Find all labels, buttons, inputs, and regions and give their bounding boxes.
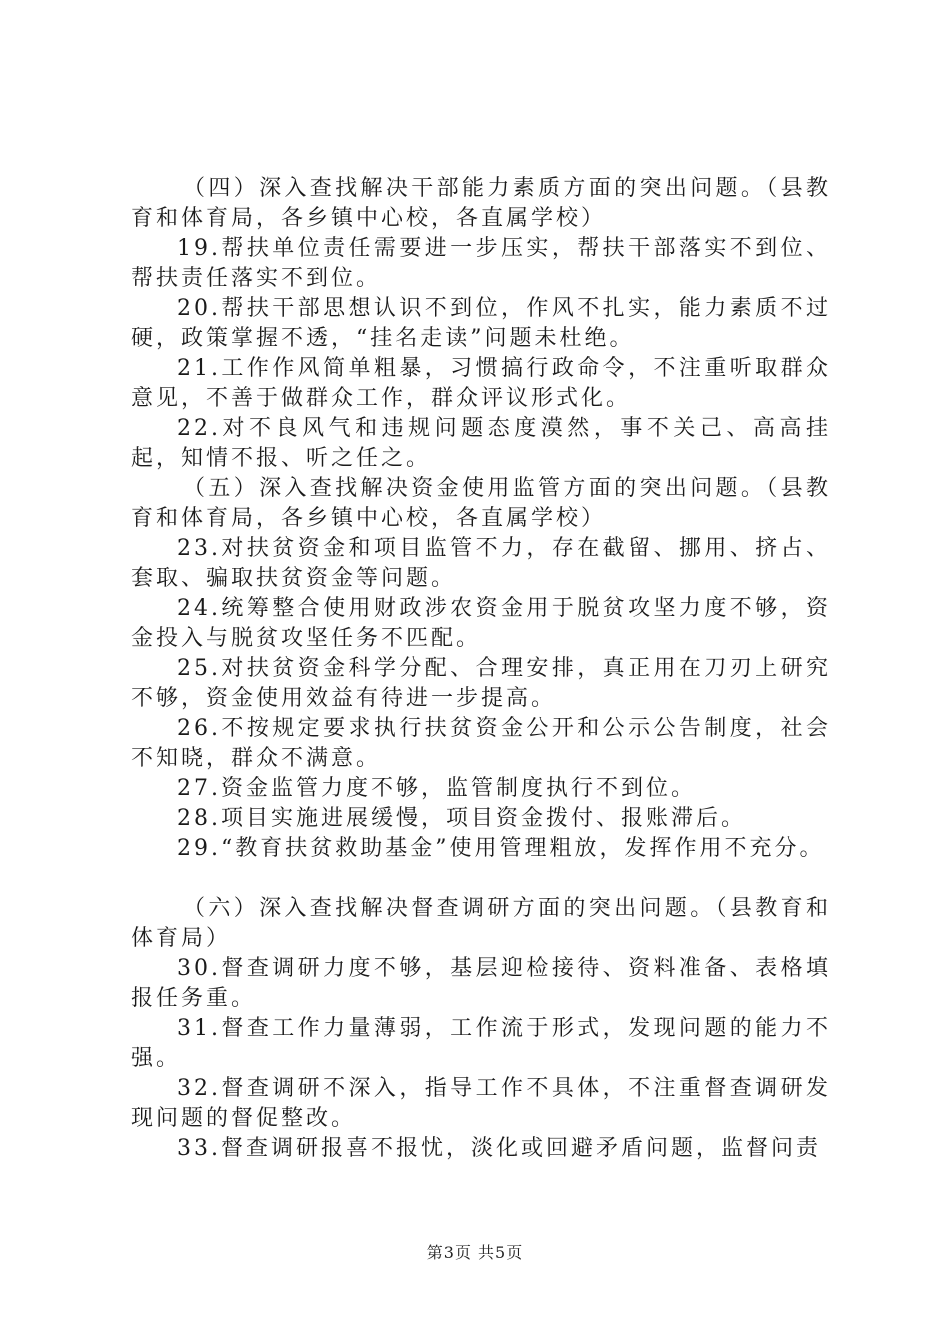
list-item: 29.“教育扶贫救助基金”使用管理粗放，发挥作用不充分。 (177, 836, 825, 861)
page-number-footer: 第3页 共5页 (426, 1243, 524, 1262)
list-item: 24.统筹整合使用财政涉农资金用于脱贫攻坚力度不够，资金投入与脱贫攻坚任务不匹配。 (131, 596, 831, 651)
section-heading: （四）深入查找解决干部能力素质方面的突出问题。（县教育和体育局，各乡镇中心校，各直属学校） (131, 176, 831, 231)
list-item: 32.督查调研不深入，指导工作不具体，不注重督查调研发现问题的督促整改。 (131, 1076, 831, 1131)
list-item: 25.对扶贫资金科学分配、合理安排，真正用在刀刃上研究不够，资金使用效益有待进一步提高。 (131, 656, 831, 711)
list-item: 22.对不良风气和违规问题态度漠然，事不关己、高高挂起，知情不报、听之任之。 (131, 416, 831, 471)
section-heading: （六）深入查找解决督查调研方面的突出问题。（县教育和体育局） (131, 896, 831, 951)
section-heading: （五）深入查找解决资金使用监管方面的突出问题。（县教育和体育局，各乡镇中心校，各直属学校） (131, 476, 831, 531)
list-item: 26.不按规定要求执行扶贫资金公开和公示公告制度，社会不知晓，群众不满意。 (131, 716, 831, 771)
list-item: 31.督查工作力量薄弱，工作流于形式，发现问题的能力不强。 (131, 1016, 831, 1071)
list-item: 19.帮扶单位责任需要进一步压实，帮扶干部落实不到位、帮扶责任落实不到位。 (131, 236, 831, 291)
list-item: 33.督查调研报喜不报忧，淡化或回避矛盾问题，监督问责 (177, 1136, 821, 1161)
list-item: 28.项目实施进展缓慢，项目资金拨付、报账滞后。 (177, 806, 746, 831)
list-item: 20.帮扶干部思想认识不到位，作风不扎实，能力素质不过硬，政策掌握不透，“挂名走读”问题未杜绝。 (131, 296, 831, 351)
body-text (131, 174, 831, 1164)
list-item: 23.对扶贫资金和项目监管不力，存在截留、挪用、挤占、套取、骗取扶贫资金等问题。 (131, 536, 831, 591)
paragraph-gap (131, 864, 831, 894)
list-item: 30.督查调研力度不够，基层迎检接待、资料准备、表格填报任务重。 (131, 956, 831, 1011)
list-item: 27.资金监管力度不够，监管制度执行不到位。 (177, 776, 696, 801)
list-item: 21.工作作风简单粗暴，习惯搞行政命令，不注重听取群众意见，不善于做群众工作，群众评议形式化。 (131, 356, 831, 411)
